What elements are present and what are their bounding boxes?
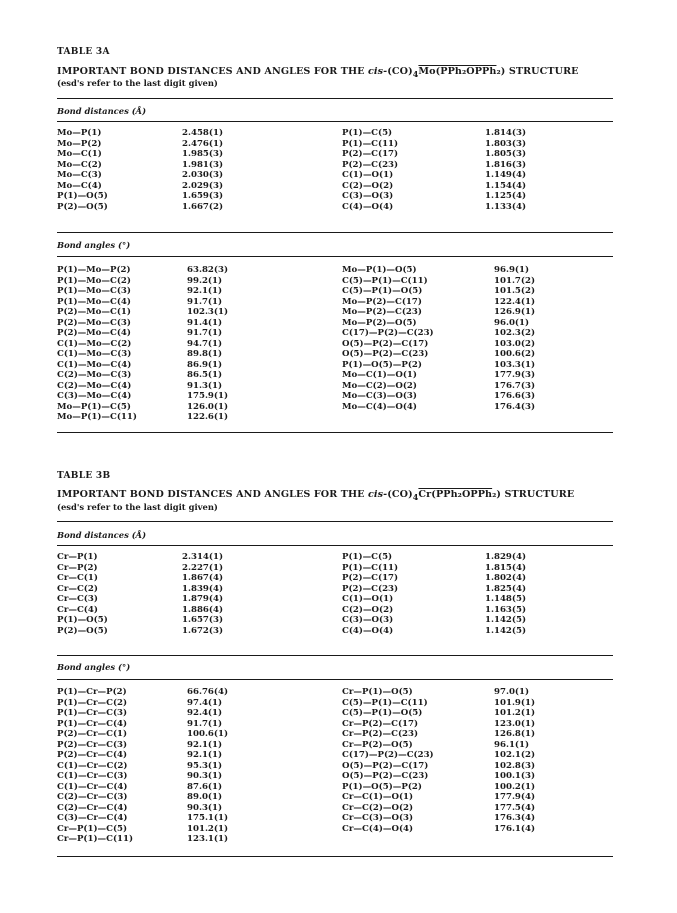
bond-distance: 1.125(4) — [485, 191, 527, 201]
table-row — [57, 139, 613, 150]
angle-value: 97.0(1) — [494, 687, 530, 697]
angle-value: 101.7(2) — [494, 275, 536, 286]
table-3b-title — [57, 489, 574, 502]
table-3a-rule — [57, 121, 613, 122]
angle-name: Cr—C(4)—O(4) — [342, 823, 414, 834]
angle-name: C(1)—Mo—C(3) — [57, 349, 132, 359]
angle-name: P(1)—Cr—C(4) — [57, 718, 128, 729]
angle-name: Cr—P(1)—C(5) — [57, 823, 128, 834]
table-row — [57, 552, 613, 563]
angle-value: 90.3(1) — [187, 771, 223, 781]
angle-value: 176.1(4) — [494, 823, 536, 834]
angle-name: P(1)—Cr—C(3) — [57, 708, 128, 718]
table-row — [57, 170, 613, 181]
bond-distance: 2.227(1) — [182, 562, 224, 573]
angle-name: C(17)—P(2)—C(23) — [342, 328, 434, 338]
angle-value: 101.2(1) — [187, 823, 229, 834]
angle-name: P(2)—Cr—C(3) — [57, 739, 128, 750]
angle-name: P(2)—Mo—C(4) — [57, 328, 131, 338]
table-row — [57, 381, 613, 392]
bond-distance: 1.829(4) — [485, 552, 527, 562]
angle-name: Cr—P(2)—O(5) — [342, 739, 413, 750]
angle-value: 122.4(1) — [494, 296, 536, 307]
table-row — [57, 750, 613, 761]
angle-name: Mo—P(2)—O(5) — [342, 317, 417, 328]
angle-value: 103.0(2) — [494, 338, 536, 349]
angle-name: O(5)—P(2)—C(23) — [342, 349, 429, 359]
bond-distance: 2.476(1) — [182, 138, 224, 149]
angle-name: C(5)—P(1)—O(5) — [342, 286, 423, 296]
bond-name: P(2)—C(17) — [342, 573, 399, 583]
table-row — [57, 391, 613, 402]
angle-value: 176.4(3) — [494, 401, 536, 412]
table-row — [57, 708, 613, 719]
table-row — [57, 698, 613, 709]
bond-name: C(3)—O(3) — [342, 615, 394, 625]
table-row — [57, 328, 613, 339]
bond-name: Mo—C(4) — [57, 180, 102, 191]
table-row — [57, 803, 613, 814]
angle-name: Cr—C(3)—O(3) — [342, 813, 414, 823]
title-cis: cis- — [367, 489, 388, 500]
angle-name: Cr—C(2)—O(2) — [342, 802, 414, 813]
angle-name: Cr—P(1)—C(11) — [57, 834, 134, 844]
angle-value: 177.5(4) — [494, 802, 536, 813]
table-row — [57, 339, 613, 350]
table-3b-distances-heading: Bond distances (Å) — [57, 530, 147, 540]
angle-value: 92.4(1) — [187, 708, 223, 718]
bond-name: Cr—C(4) — [57, 604, 98, 615]
table-row — [57, 412, 613, 423]
title-ring: Mo(PPh₂OPPh — [418, 66, 497, 77]
table-3a-angles-heading: Bond angles (°) — [57, 240, 131, 250]
angle-value: 176.6(3) — [494, 391, 536, 401]
angle-name: P(1)—Mo—C(2) — [57, 275, 131, 286]
table-3a-distances-heading: Bond distances (Å) — [57, 106, 147, 116]
angle-value: 99.2(1) — [187, 275, 223, 286]
table-3a-bottom-rule — [57, 432, 613, 433]
bond-distance: 1.657(3) — [182, 615, 224, 625]
bond-distance: 1.985(3) — [182, 149, 224, 159]
table-row — [57, 276, 613, 287]
title-ring: Cr(PPh₂OPPh — [418, 489, 493, 500]
table-row — [57, 573, 613, 584]
table-row — [57, 297, 613, 308]
angle-value: 91.3(1) — [187, 380, 223, 391]
angle-value: 94.7(1) — [187, 338, 223, 349]
angle-name: Mo—P(2)—C(23) — [342, 307, 422, 317]
title-formula-post: ₂) STRUCTURE — [492, 489, 575, 500]
bond-name: C(4)—O(4) — [342, 201, 394, 212]
angle-name: Mo—C(4)—O(4) — [342, 401, 417, 412]
bond-distance: 1.814(3) — [485, 128, 527, 138]
angle-value: 95.3(1) — [187, 760, 223, 771]
angle-value: 175.1(1) — [187, 813, 229, 823]
angle-value: 101.2(1) — [494, 708, 536, 718]
bond-distance: 2.030(3) — [182, 170, 224, 180]
angle-value: 177.9(3) — [494, 370, 536, 380]
angle-name: C(3)—Mo—C(4) — [57, 391, 132, 401]
bond-distance: 1.815(4) — [485, 562, 527, 573]
title-sub: 4 — [412, 491, 419, 502]
angle-value: 92.1(1) — [187, 739, 223, 750]
bond-name: Cr—C(2) — [57, 583, 98, 594]
bond-distance: 1.867(4) — [182, 573, 224, 583]
bond-name: Mo—P(2) — [57, 138, 102, 149]
table-row — [57, 782, 613, 793]
angle-name: P(1)—O(5)—P(2) — [342, 359, 422, 370]
angle-value: 123.0(1) — [494, 718, 536, 729]
angle-value: 87.6(1) — [187, 781, 223, 792]
angle-name: C(17)—P(2)—C(23) — [342, 750, 434, 760]
angle-name: C(3)—Cr—C(4) — [57, 813, 128, 823]
table-row — [57, 318, 613, 329]
bond-name: C(1)—O(1) — [342, 170, 394, 180]
bond-name: C(4)—O(4) — [342, 625, 394, 636]
bond-distance: 1.802(4) — [485, 573, 527, 583]
title-formula-pre: (CO) — [387, 66, 413, 77]
angle-name: C(2)—Mo—C(4) — [57, 380, 132, 391]
angle-name: Cr—P(2)—C(23) — [342, 729, 419, 739]
angle-value: 96.0(1) — [494, 317, 530, 328]
table-row — [57, 563, 613, 574]
angle-value: 122.6(1) — [187, 412, 229, 422]
bond-name: P(1)—O(5) — [57, 191, 108, 201]
angle-name: Cr—P(1)—O(5) — [342, 687, 413, 697]
bond-name: P(2)—C(17) — [342, 149, 399, 159]
table-3b-bottom-rule — [57, 856, 613, 857]
table-3b-angles-heading: Bond angles (°) — [57, 662, 131, 672]
angle-name: Mo—C(1)—O(1) — [342, 370, 417, 380]
angle-value: 91.4(1) — [187, 317, 223, 328]
bond-name: P(1)—C(5) — [342, 552, 393, 562]
bond-name: C(3)—O(3) — [342, 191, 394, 201]
table-3a-note: (esd's refer to the last digit given) — [57, 78, 218, 88]
bond-distance: 1.148(5) — [485, 594, 527, 604]
angle-value: 176.3(4) — [494, 813, 536, 823]
table-row — [57, 626, 613, 637]
angle-name: Cr—P(2)—C(17) — [342, 718, 419, 729]
table-row — [57, 584, 613, 595]
table-row — [57, 370, 613, 381]
angle-value: 91.7(1) — [187, 718, 223, 729]
angle-value: 100.6(1) — [187, 729, 229, 739]
angle-name: P(1)—Cr—C(2) — [57, 697, 128, 708]
table-row — [57, 719, 613, 730]
angle-name: Mo—P(1)—O(5) — [342, 265, 417, 275]
title-prefix: IMPORTANT BOND DISTANCES AND ANGLES FOR THE — [57, 66, 368, 77]
table-row — [57, 128, 613, 139]
angle-name: C(5)—P(1)—C(11) — [342, 697, 428, 708]
bond-distance: 1.142(5) — [485, 625, 527, 636]
angle-name: Mo—C(3)—O(3) — [342, 391, 417, 401]
bond-distance: 1.154(4) — [485, 180, 527, 191]
table-3b-rule — [57, 545, 613, 546]
bond-distance: 1.805(3) — [485, 149, 527, 159]
bond-distance: 1.879(4) — [182, 594, 224, 604]
bond-name: Cr—P(2) — [57, 562, 98, 573]
bond-name: P(1)—C(11) — [342, 138, 399, 149]
angle-value: 91.7(1) — [187, 328, 223, 338]
bond-name: Mo—P(1) — [57, 128, 102, 138]
table-row — [57, 605, 613, 616]
table-3b-distances — [57, 552, 613, 636]
table-3b-top-rule — [57, 521, 613, 522]
angle-value: 100.6(2) — [494, 349, 536, 359]
angle-value: 92.1(1) — [187, 286, 223, 296]
bond-distance: 1.133(4) — [485, 201, 527, 212]
bond-name: P(2)—O(5) — [57, 625, 108, 636]
table-row — [57, 402, 613, 413]
bond-distance: 1.149(4) — [485, 170, 527, 180]
angle-value: 92.1(1) — [187, 750, 223, 760]
bond-distance: 1.672(3) — [182, 625, 224, 636]
table-row — [57, 740, 613, 751]
angle-name: C(1)—Cr—C(2) — [57, 760, 128, 771]
bond-name: Mo—C(2) — [57, 159, 102, 170]
angle-name: C(2)—Cr—C(3) — [57, 792, 128, 802]
angle-value: 89.0(1) — [187, 792, 223, 802]
table-row — [57, 813, 613, 824]
bond-distance: 1.981(3) — [182, 159, 224, 170]
angle-name: C(1)—Cr—C(3) — [57, 771, 128, 781]
angle-value: 97.4(1) — [187, 697, 223, 708]
angle-value: 123.1(1) — [187, 834, 229, 844]
angle-value: 102.8(3) — [494, 760, 536, 771]
bond-distance: 1.816(3) — [485, 159, 527, 170]
table-row — [57, 824, 613, 835]
bond-name: P(1)—C(11) — [342, 562, 399, 573]
table-row — [57, 687, 613, 698]
angle-name: P(2)—Mo—C(1) — [57, 307, 131, 317]
angle-value: 66.76(4) — [187, 687, 229, 697]
table-row — [57, 160, 613, 171]
title-prefix: IMPORTANT BOND DISTANCES AND ANGLES FOR THE — [57, 489, 368, 500]
table-row — [57, 360, 613, 371]
angle-name: P(2)—Cr—C(4) — [57, 750, 128, 760]
angle-value: 102.1(2) — [494, 750, 536, 760]
angle-value: 103.3(1) — [494, 359, 536, 370]
bond-distance: 2.314(1) — [182, 552, 224, 562]
angle-name: Cr—C(1)—O(1) — [342, 792, 414, 802]
bond-name: P(2)—C(23) — [342, 159, 399, 170]
angle-name: Mo—P(2)—C(17) — [342, 296, 422, 307]
angle-value: 126.9(1) — [494, 307, 536, 317]
angle-name: C(1)—Mo—C(2) — [57, 338, 132, 349]
angle-value: 177.9(4) — [494, 792, 536, 802]
table-row — [57, 729, 613, 740]
angle-name: C(5)—P(1)—O(5) — [342, 708, 423, 718]
angle-name: Mo—C(2)—O(2) — [342, 380, 417, 391]
bond-distance: 2.458(1) — [182, 128, 224, 138]
table-row — [57, 349, 613, 360]
table-row — [57, 834, 613, 845]
angle-name: P(1)—O(5)—P(2) — [342, 781, 422, 792]
angle-value: 126.8(1) — [494, 729, 536, 739]
bond-name: C(2)—O(2) — [342, 180, 394, 191]
angle-value: 126.0(1) — [187, 401, 229, 412]
bond-distance: 2.029(3) — [182, 180, 224, 191]
bond-distance: 1.667(2) — [182, 201, 224, 212]
angle-name: P(2)—Cr—C(1) — [57, 729, 128, 739]
angle-value: 175.9(1) — [187, 391, 229, 401]
angle-value: 86.5(1) — [187, 370, 223, 380]
table-3b-note: (esd's refer to the last digit given) — [57, 502, 218, 512]
bond-name: Cr—P(1) — [57, 552, 98, 562]
angle-name: P(2)—Mo—C(3) — [57, 317, 131, 328]
table-3a-distances — [57, 128, 613, 212]
bond-distance: 1.659(3) — [182, 191, 224, 201]
angle-value: 102.3(1) — [187, 307, 229, 317]
angle-name: P(1)—Mo—C(4) — [57, 296, 131, 307]
angle-name: C(1)—Cr—C(4) — [57, 781, 128, 792]
title-formula-post: ₂) STRUCTURE — [496, 66, 579, 77]
table-row — [57, 615, 613, 626]
angle-value: 96.9(1) — [494, 265, 530, 275]
table-3b-rule — [57, 679, 613, 680]
table-row — [57, 792, 613, 803]
bond-name: P(2)—C(23) — [342, 583, 399, 594]
table-3a-rule — [57, 232, 613, 233]
table-3a-angles — [57, 265, 613, 423]
table-row — [57, 594, 613, 605]
bond-distance: 1.825(4) — [485, 583, 527, 594]
table-row — [57, 202, 613, 213]
angle-value: 176.7(3) — [494, 380, 536, 391]
table-3b-label: TABLE 3B — [57, 471, 111, 481]
title-cis: cis- — [367, 66, 388, 77]
title-formula-pre: (CO) — [387, 489, 413, 500]
table-3a-rule — [57, 256, 613, 257]
angle-name: O(5)—P(2)—C(23) — [342, 771, 429, 781]
angle-name: O(5)—P(2)—C(17) — [342, 338, 429, 349]
angle-name: P(1)—Mo—C(3) — [57, 286, 131, 296]
angle-name: P(1)—Cr—P(2) — [57, 687, 127, 697]
angle-name: P(1)—Mo—P(2) — [57, 265, 131, 275]
angle-value: 90.3(1) — [187, 802, 223, 813]
table-row — [57, 191, 613, 202]
bond-name: Cr—C(1) — [57, 573, 98, 583]
angle-value: 86.9(1) — [187, 359, 223, 370]
bond-distance: 1.142(5) — [485, 615, 527, 625]
table-3b-angles — [57, 687, 613, 845]
table-row — [57, 286, 613, 297]
angle-name: C(2)—Mo—C(3) — [57, 370, 132, 380]
angle-name: C(5)—P(1)—C(11) — [342, 275, 428, 286]
angle-name: C(2)—Cr—C(4) — [57, 802, 128, 813]
table-row — [57, 181, 613, 192]
table-3a-label: TABLE 3A — [57, 47, 110, 57]
angle-name: Mo—P(1)—C(5) — [57, 401, 131, 412]
angle-value: 89.8(1) — [187, 349, 223, 359]
title-sub: 4 — [412, 68, 419, 79]
angle-name: C(1)—Mo—C(4) — [57, 359, 132, 370]
bond-name: P(1)—C(5) — [342, 128, 393, 138]
bond-name: Mo—C(1) — [57, 149, 102, 159]
bond-distance: 1.163(5) — [485, 604, 527, 615]
angle-value: 100.2(1) — [494, 781, 536, 792]
table-3b-rule — [57, 655, 613, 656]
bond-name: Mo—C(3) — [57, 170, 102, 180]
table-row — [57, 771, 613, 782]
bond-distance: 1.839(4) — [182, 583, 224, 594]
angle-value: 101.9(1) — [494, 697, 536, 708]
bond-name: Cr—C(3) — [57, 594, 98, 604]
angle-value: 96.1(1) — [494, 739, 530, 750]
table-row — [57, 761, 613, 772]
table-3a-title — [57, 66, 579, 79]
angle-name: Mo—P(1)—C(11) — [57, 412, 137, 422]
table-row — [57, 307, 613, 318]
bond-name: C(2)—O(2) — [342, 604, 394, 615]
bond-name: P(2)—O(5) — [57, 201, 108, 212]
bond-name: C(1)—O(1) — [342, 594, 394, 604]
angle-value: 63.82(3) — [187, 265, 229, 275]
table-row — [57, 149, 613, 160]
angle-value: 91.7(1) — [187, 296, 223, 307]
bond-name: P(1)—O(5) — [57, 615, 108, 625]
angle-name: O(5)—P(2)—C(17) — [342, 760, 429, 771]
table-row — [57, 265, 613, 276]
table-3a-top-rule — [57, 98, 613, 99]
angle-value: 102.3(2) — [494, 328, 536, 338]
bond-distance: 1.886(4) — [182, 604, 224, 615]
angle-value: 101.5(2) — [494, 286, 536, 296]
bond-distance: 1.803(3) — [485, 138, 527, 149]
angle-value: 100.1(3) — [494, 771, 536, 781]
